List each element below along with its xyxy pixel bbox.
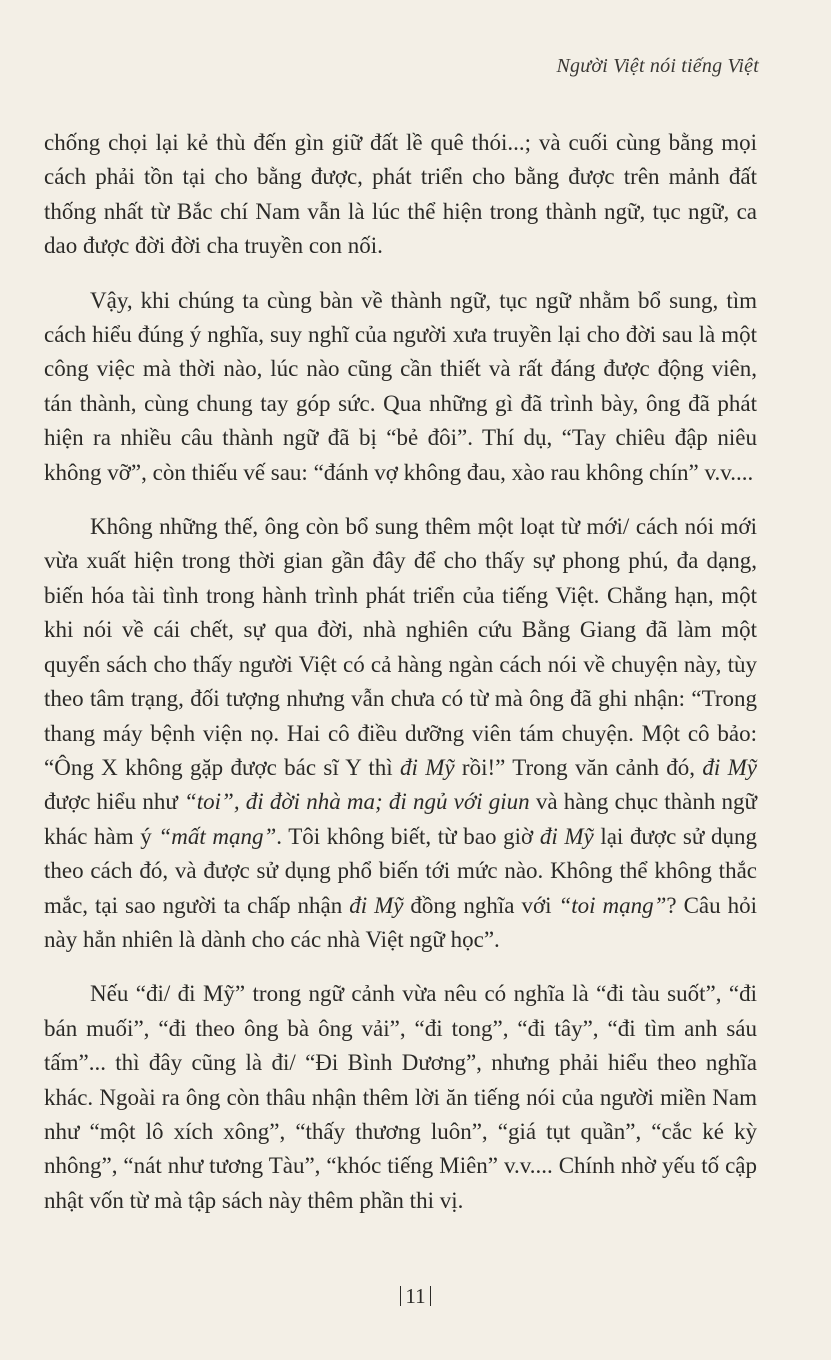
paragraph-segment: Nếu “đi/ đi Mỹ” trong ngữ cảnh vừa nêu có nghĩa là “đi tàu suốt”, “đi bán muối”, “đi theo ông bà ông vải”, “đi tong”, “đi tây”, “đi tìm anh sáu tấm”... thì đây cũng là đi/ “Đi Bình Dương”, nhưng phải hiểu theo nghĩa khác. Ngoài ra ông còn thâu nhận thêm lời ăn tiếng nói của người miền Nam như “một lô xích xông”, “thấy thương luôn”, “giá tụt quần”, “cắc ké kỳ nhông”, “nát như tương Tàu”, “khóc tiếng Miên” v.v.... Chính nhờ yếu tố cập nhật vốn từ mà tập sách này thêm phần thi vị. [44, 981, 757, 1213]
page-number [0, 1284, 831, 1309]
paragraph-segment: rồi!” Trong văn cảnh đó, [454, 754, 703, 780]
paragraph-segment: Vậy, khi chúng ta cùng bàn về thành ngữ, tục ngữ nhằm bổ sung, tìm cách hiểu đúng ý nghĩa, suy nghĩ của người xưa truyền lại cho đời sau là một công việc mà thời nào, lúc nào cũng cần thiết và rất đáng được động viên, tán thành, cùng chung tay góp sức. Qua những gì đã trình bày, ông đã phát hiện ra nhiều câu thành ngữ đã bị “bẻ đôi”. Thí dụ, “Tay chiêu đập niêu không vỡ”, còn thiếu vế sau: “đánh vợ không đau, xào rau không chín” v.v.... [44, 287, 757, 485]
paragraph-italic-segment: “toi”, đi đời nhà ma; đi ngủ với giun [183, 789, 530, 815]
paragraph-italic-segment: đi Mỹ [539, 823, 594, 849]
paragraph-segment: Không những thế, ông còn bổ sung thêm một loạt từ mới/ cách nói mới vừa xuất hiện trong thời gian gần đây để cho thấy sự phong phú, đa dạng, biến hóa tài tình trong hành trình phát triển của tiếng Việt. Chẳng hạn, một khi nói về cái chết, sự qua đời, nhà nghiên cứu Bằng Giang đã làm một quyển sách cho thấy người Việt có cả hàng ngàn cách nói về chuyện này, tùy theo tâm trạng, đối tượng nhưng vẫn chưa có từ mà ông đã ghi nhận: “Trong thang máy bệnh viện nọ. Hai cô điều dưỡng viên tám chuyện. Một cô bảo: “Ông X không gặp được bác sĩ Y thì [44, 514, 757, 780]
paragraph-italic-segment: “mất mạng” [158, 823, 277, 849]
paragraph-italic-segment: đi Mỹ [349, 892, 404, 918]
paragraph [44, 977, 757, 1218]
paragraph [44, 510, 757, 957]
paragraph-segment: chống chọi lại kẻ thù đến gìn giữ đất lề quê thói...; và cuối cùng bằng mọi cách phải tồn tại cho bằng được, phát triển cho bằng được trên mảnh đất thống nhất từ Bắc chí Nam vẫn là lúc thể hiện trong thành ngữ, tục ngữ, ca dao được đời đời cha truyền con nối. [44, 130, 757, 259]
paragraph [44, 284, 757, 490]
page-number-left-bar [400, 1286, 401, 1306]
running-header: Người Việt nói tiếng Việt [556, 55, 759, 77]
paragraph-segment: được hiểu như [44, 789, 184, 815]
paragraph-segment: và hàng chục thành ngữ khác hàm ý [44, 789, 757, 849]
body-text [44, 126, 757, 1238]
paragraph-italic-segment: “toi mạng” [558, 892, 667, 918]
paragraph-segment: ? Câu hỏi này hẳn nhiên là dành cho các nhà Việt ngữ học”. [44, 892, 758, 952]
paragraph-segment: đồng nghĩa với [403, 892, 559, 918]
paragraph-italic-segment: đi Mỹ [702, 754, 757, 780]
paragraph-segment: . Tôi không biết, từ bao giờ [276, 823, 540, 849]
page-number-value: 11 [405, 1284, 426, 1308]
page-number-right-bar [430, 1286, 431, 1306]
paragraph [44, 126, 757, 264]
paragraph-italic-segment: đi Mỹ [399, 754, 455, 780]
paragraph-segment: lại được sử dụng theo cách đó, và được sử dụng phổ biến tới mức nào. Không thể không thắc mắc, tại sao người ta chấp nhận [44, 823, 757, 918]
